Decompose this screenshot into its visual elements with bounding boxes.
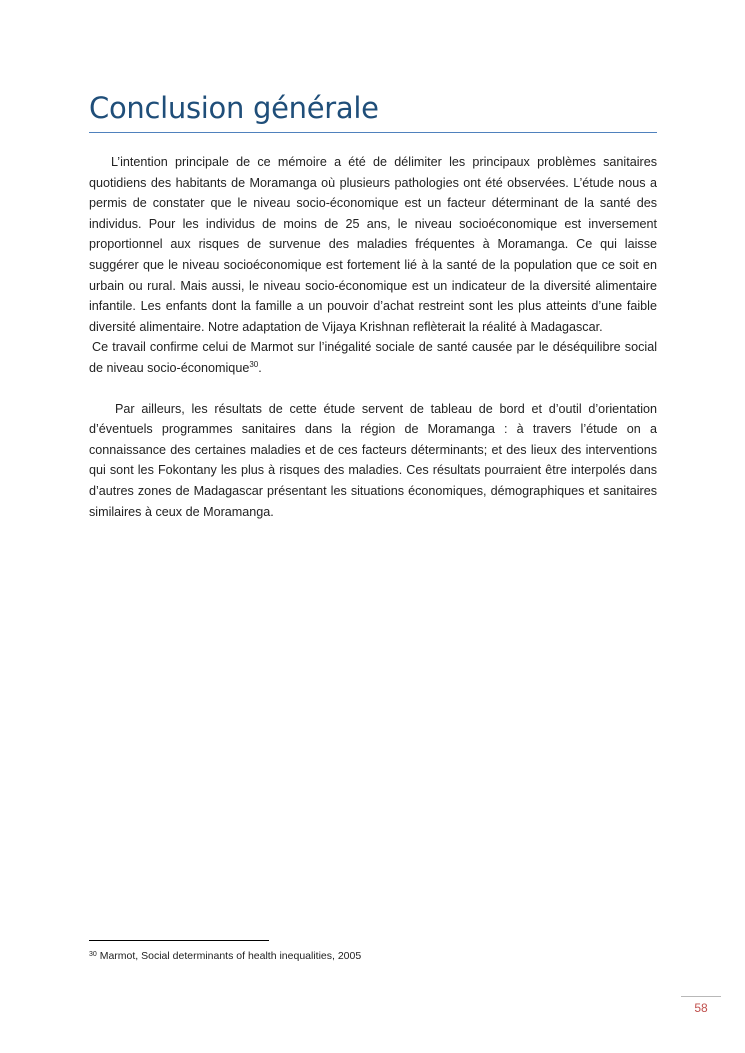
page-number-rule	[681, 996, 721, 997]
body-text	[89, 152, 657, 522]
footnote	[89, 949, 657, 963]
heading-underline	[89, 132, 657, 133]
paragraph-2-text: Ce travail confirme celui de Marmot sur l’inégalité sociale de santé causée par le déséquilibre social de niveau socio-économique	[89, 340, 657, 375]
footnote-separator	[89, 940, 269, 941]
footnote-reference[interactable]: 30	[249, 359, 259, 369]
section-heading: Conclusion générale	[89, 91, 379, 125]
paragraph-1: L’intention principale de ce mémoire a été de délimiter les principaux problèmes sanitaires quotidiens des habitants de Moramanga où plusieurs pathologies ont été observées. L’étude nous a permis de constater que le niveau socio-économique est un facteur déterminant de la santé des individus. Pour les individus de moins de 25 ans, le niveau socioéconomique est inversement proportionnel aux risques de survenue des maladies fréquentes à Moramanga. Ce qui laisse suggérer que le niveau socioéconomique est fortement lié à la santé de la population que ce soit en urbain ou rural. Mais aussi, le niveau socio-économique est un indicateur de la diversité alimentaire infantile. Les enfants dont la famille a un pouvoir d’achat restreint sont les plus atteints d’une faible diversité alimentaire. Notre adaptation de Vijaya Krishnan reflèterait la réalité à Madagascar.	[89, 155, 657, 334]
paragraph-2	[89, 337, 657, 378]
paragraph-3: Par ailleurs, les résultats de cette étude servent de tableau de bord et d’outil d’orientation d’éventuels programmes sanitaires dans la région de Moramanga : à travers l’étude on a connaissance des certaines maladies et de ces facteurs déterminants; et des lieux des interventions qui sont les Fokontany les plus à risques des maladies. Ces résultats pourraient être interpolés dans d’autres zones de Madagascar présentant les situations économiques, démographiques et sanitaires similaires à ceux de Moramanga.	[89, 401, 657, 519]
paragraph-2-end: .	[258, 360, 262, 375]
page-number: 58	[694, 1001, 708, 1015]
footnote-number: 30	[89, 951, 97, 958]
footnote-text: Marmot, Social determinants of health inequalities, 2005	[96, 950, 362, 962]
